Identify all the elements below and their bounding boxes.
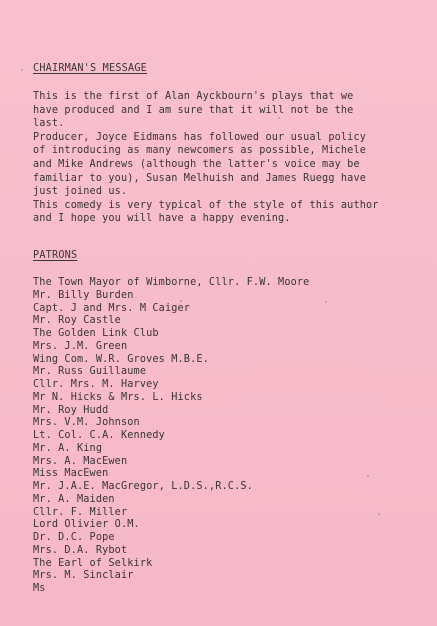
message-line: familiar to you), Susan Melhuish and James Ruegg have — [33, 172, 367, 184]
patron-name: The Town Mayor of Wimborne, Cllr. F.W. Moore — [33, 277, 310, 288]
patron-name: Mr. Roy Hudd — [33, 404, 109, 416]
paper-speck — [278, 117, 280, 119]
patron-name: Mr. Russ Guillaume — [33, 366, 147, 378]
message-line: and I hope you will have a happy evening. — [33, 213, 291, 225]
chairmans-message-heading: CHAIRMAN'S MESSAGE — [33, 63, 148, 74]
chairmans-message-body — [33, 90, 428, 226]
patron-name: Lt. Col. C.A. Kennedy — [33, 430, 165, 441]
patron-name: Cllr. F. Miller — [33, 506, 128, 518]
message-line: and Mike Andrews (although the latter's voice may be — [33, 158, 360, 170]
paper-speck — [378, 513, 380, 515]
paper-speck — [21, 69, 23, 71]
patron-name: Mr. A. King — [33, 442, 103, 454]
patron-name: Lord Olivier O.M. — [33, 519, 140, 531]
paper-speck — [325, 301, 327, 303]
paper-speck — [367, 475, 369, 477]
patron-name: Dr. D.C. Pope — [33, 532, 115, 543]
patron-name: Mr. Billy Burden — [33, 289, 134, 301]
patron-name: Capt. J and Mrs. M Caiger — [33, 302, 191, 314]
patron-name: Miss MacEwen — [33, 468, 109, 480]
patron-name: Cllr. Mrs. M. Harvey — [33, 379, 159, 390]
message-line: This comedy is very typical of the style of this author — [33, 199, 379, 211]
patron-name: Wing Com. W.R. Groves M.B.E. — [33, 353, 209, 365]
patron-name: Mrs. V.M. Johnson — [33, 417, 140, 429]
message-line: This is the first of Alan Ayckbourn's plays that we — [33, 91, 354, 102]
patron-name: Mrs. M. Sinclair — [33, 570, 134, 582]
paper-speck — [180, 300, 182, 302]
patrons-list — [33, 277, 309, 596]
patron-name: Mrs. A. MacEwen — [33, 455, 128, 467]
patron-name: Mr. J.A.E. MacGregor, L.D.S.,R.C.S. — [33, 481, 253, 492]
patron-name: Mr. Roy Castle — [33, 315, 121, 327]
patron-name: Ms — [33, 583, 46, 594]
patron-name: The Golden Link Club — [33, 328, 159, 339]
message-line: of introducing as many newcomers as possible, Michele — [33, 145, 367, 157]
message-line: have produced and I am sure that it will not be the — [33, 104, 354, 116]
patron-name: Mrs. J.M. Green — [33, 340, 128, 352]
message-line: last. — [33, 118, 65, 130]
patrons-heading: PATRONS — [33, 250, 78, 261]
patron-name: Mr. A. Maiden — [33, 493, 115, 505]
patron-name: Mrs. D.A. Rybot — [33, 544, 128, 556]
message-line: Producer, Joyce Eidmans has followed our usual policy — [33, 131, 367, 143]
patron-name: Mr N. Hicks & Mrs. L. Hicks — [33, 391, 203, 403]
message-line: just joined us. — [33, 186, 128, 198]
patron-name: The Earl of Selkirk — [33, 557, 153, 569]
